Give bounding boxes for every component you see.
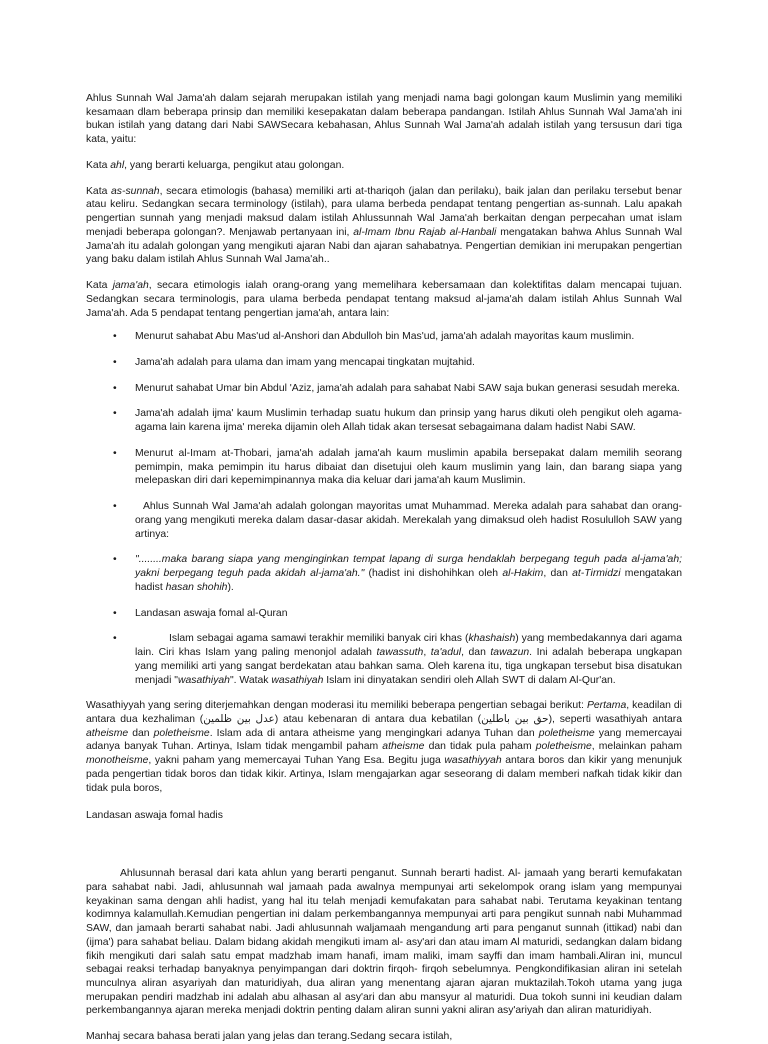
list-item-heading: • Landasan aswaja fomal al-Quran: [113, 607, 288, 619]
paragraph-manhaj: Manhaj secara bahasa berati jalan yang jelas dan terang.Sedang secara istilah,: [86, 1031, 453, 1043]
list-item: • Menurut sahabat Abu Mas'ud al-Anshori dan Abdulloh bin Mas'ud, jama'ah adalah mayoritas kaum muslimin.: [113, 331, 635, 343]
bullet-icon: •: [113, 408, 117, 420]
bullet-icon: •: [113, 331, 117, 343]
paragraph-wasathiyyah: Wasathiyyah yang sering diterjemahkan dengan moderasi itu memiliki beberapa pengertian sebagai berikut: Pertama, keadilan di antara dua kezhaliman (عدل بين ظلمين) atau kebenaran di antara dua kebatilan (حق بين باطلين), seperti wasathiyah antara atheisme dan poletheisme. Islam ada di antara atheisme yang mengingkari adanya Tuhan dan poletheisme yang memercayai adanya banyak Tuhan. Artinya, Islam tidak mengambil paham atheisme dan tidak pula paham poletheisme, melainkan paham monotheisme, yakni paham yang memercayai Tuhan Yang Esa. Begitu juga wasathiyyah antara boros dan kikir yang menunjuk pada pengertian tidak boros dan tidak kikir. Artinya, Islam mengajarkan agar seseorang di dalam memberi nafkah tidak kikir dan tidak pula boros,: [86, 700, 683, 794]
list-item: • Islam sebagai agama samawi terakhir memiliki banyak ciri khas (khashaish) yang membedakannya dari agama lain. Ciri khas Islam yang paling menonjol adalah tawassuth, ta'adul, dan tawazun. Ini adalah beberapa ungkapan yang memiliki arti yang sangat berdekatan atau bahkan sama. Oleh karena itu, tiga ungkapan tersebut bisa disatukan menjadi "wasathiyah". Watak wasathiyah Islam ini dinyatakan sendiri oleh Allah SWT di dalam Al-Qur'an.: [113, 633, 682, 686]
list-item: • Jama'ah adalah para ulama dan imam yang mencapai tingkatan mujtahid.: [113, 357, 475, 369]
list-item: • Jama'ah adalah ijma' kaum Muslimin terhadap suatu hukum dan prinsip yang harus dikuti oleh pengikut oleh agama-agama lain karena ijma' mereka dijamin oleh Allah tidak akan tersesat sebagaimana dalam hadist Nabi SAW.: [113, 408, 682, 434]
paragraph-kata-ahl: Kata ahl, yang berarti keluarga, pengikut atau golongan.: [86, 159, 345, 171]
section-heading-hadis: Landasan aswaja fomal hadis: [86, 810, 223, 822]
list-item: • "........maka barang siapa yang menginginkan tempat lapang di surga hendaklah berpegang teguh pada al-jama'ah; yakni berpegang teguh pada akidah al-jama'ah." (hadist ini dishohihkan oleh al-Hakim, dan at-Tirmidzi mengatakan hadist hasan shohih).: [113, 554, 682, 593]
bullet-icon: •: [113, 357, 117, 369]
list-item: • Menurut al-Imam at-Thobari, jama'ah adalah jama'ah kaum muslimin apabila bersepakat dalam memilih seorang pemimpin, maka pemimpin itu harus dibaiat dan disetujui oleh kaum muslimin yang lain, dan barang siapa yang melepaskan diri dari kepemimpinannya maka dia keluar dari jama'ah kaum Muslimin.: [113, 447, 682, 487]
bullet-icon: •: [113, 607, 117, 619]
list-item: • Ahlus Sunnah Wal Jama'ah adalah golongan mayoritas umat Muhammad. Mereka adalah para sahabat dan orang-orang yang mengikuti mereka dalam dasar-dasar akidah. Merekalah yang dimaksud oleh hadist Rosululloh SAW yang artinya:: [113, 501, 682, 540]
bullet-icon: •: [113, 447, 117, 459]
paragraph-jamaah: Kata jama'ah, secara etimologis ialah orang-orang yang memelihara kebersamaan dan kolektifitas dalam mencapai tujuan. Sedangkan secara terminologis, para ulama berbeda pendapat tentang maksud al-jama'ah dalam istilah Ahlus Sunnah Wal Jama'ah. Ada 5 pendapat tentang pengertian jama'ah, antara lain:: [86, 280, 682, 319]
paragraph-ahlusunnah: Ahlusunnah berasal dari kata ahlun yang berarti penganut. Sunnah berarti hadist. Al- jamaah yang berarti kemufakatan para sahabat nabi. Jadi, ahlusunnah wal jamaah pada awalnya mempunyai arti sekelompok orang islam yang mempunyai keyakinan sama dengan ahli hadist, yang hal itu telah menjadi kemufakatan para sahabat nabi. Terutama keyakinan tentang kodimnya kalamullah.Kemudian pengertian ini dalam perkembangannya mempunyai arti para pengikut sunnah nabi Muhammad SAW, dan jamaah berarti sahabat nabi. Jadi ahlusunnah waljamaah mengandung arti para penganut sunnah (ittikad) nabi dan (ijma') para sahabat beliau. Dalam bidang akidah mengikuti imam al- asy'ari dan atau imam Al maturidi, sedangkan dalam bidang fikih mengikuti dari salah satu empat madzhab imam hanafi, imam maliki, imam sayffi dan imam hambali.Aliran ini, muncul sebagai reaksi terhadap banyaknya penyimpangan dari doktrin firqoh- firqoh sebelumnya. Pengkondifikasian aliran ini setelah munculnya aliran asyariyah dan maturidiyah, dua aliran yang menentang ajaran ajaran muktazilah.Tokoh utama yang juga merupakan pendiri madzhab ini adalah abu alhasan al asy'ari dan abu mansyur al maturidi. Dua tokoh sunni ini keudian dalam perkembangannya ajaran mereka menjadi doktrin penting dalam aliran sunni yakni aliran asy'ariyah dan aliran maturidiyah.: [86, 868, 682, 1017]
bullet-icon: •: [113, 554, 117, 566]
paragraph-as-sunnah: Kata as-sunnah, secara etimologis (bahasa) memiliki arti at-thariqoh (jalan dan perilaku), baik jalan dan perilaku tersebut benar atau keliru. Sedangkan secara terminology (istilah), para ulama berbeda pendapat tentang pengertian as-sunnah. Lalu apakah pengertian sunnah yang menjadi maksud dalam istilah Ahlussunnah Wal Jama'ah berkaitan dengan perpecahan umat islam menjadi beberapa golongan?. Menjawab pertanyaan ini, al-Imam Ibnu Rajab al-Hanbali mengatakan bahwa Ahlus Sunnah Wal Jama'ah itu adalah golongan yang mengikuti ajaran Nabi dan ajaran sahabatnya. Pengertian demikian ini merupakan pengertian yang baku dalam istilah Ahlus Sunnah Wal Jama'ah..: [86, 185, 683, 266]
bullet-icon: •: [113, 382, 117, 394]
bullet-icon: •: [113, 501, 117, 513]
jamaah-definitions-list: [86, 330, 682, 687]
paragraph-intro: Ahlus Sunnah Wal Jama'ah dalam sejarah merupakan istilah yang menjadi nama bagi golongan kaum Muslimin yang memiliki kesamaan dlam beberapa prinsip dan memiliki kesepakatan dalam beberapa pandangan. Istilah Ahlus Sunnah Wal Jama'ah ini bukan istilah yang datang dari Nabi SAWSecara kebahasan, Ahlus Sunnah Wal Jama'ah adalah istilah yang tersusun dari tiga kata, yaitu:: [86, 93, 682, 146]
list-item: • Menurut sahabat Umar bin Abdul 'Aziz, jama'ah adalah para sahabat Nabi SAW saja bukan generasi sesudah mereka.: [113, 382, 680, 394]
bullet-icon: •: [113, 633, 117, 645]
